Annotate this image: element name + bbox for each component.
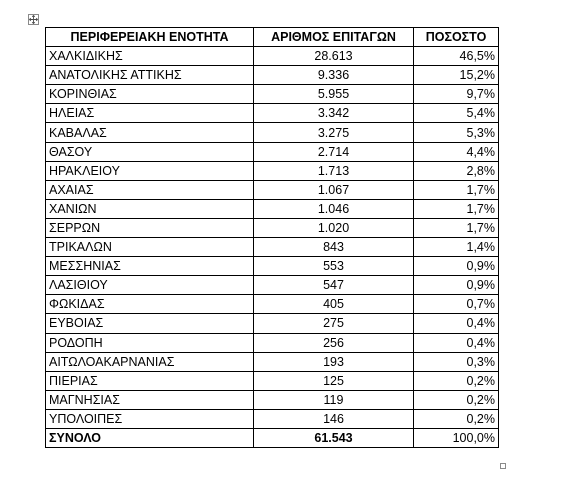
table-resize-handle-icon[interactable] xyxy=(500,463,506,469)
table-total-row xyxy=(46,428,499,447)
cell-percent[interactable]: 0,3% xyxy=(414,352,499,371)
cell-count[interactable]: 275 xyxy=(254,314,414,333)
cell-region[interactable]: ΣΕΡΡΩΝ xyxy=(46,218,254,237)
cell-count[interactable]: 119 xyxy=(254,390,414,409)
cell-count[interactable]: 1.713 xyxy=(254,161,414,180)
cell-region[interactable]: ΗΡΑΚΛΕΙΟΥ xyxy=(46,161,254,180)
regions-table xyxy=(45,27,499,448)
cell-region[interactable]: ΜΑΓΝΗΣΙΑΣ xyxy=(46,390,254,409)
cell-percent[interactable]: 0,9% xyxy=(414,276,499,295)
cell-count[interactable]: 9.336 xyxy=(254,66,414,85)
cell-percent[interactable]: 5,3% xyxy=(414,123,499,142)
cell-region[interactable]: ΥΠΟΛΟΙΠΕΣ xyxy=(46,409,254,428)
table-row xyxy=(46,295,499,314)
cell-count[interactable]: 146 xyxy=(254,409,414,428)
total-count[interactable]: 61.543 xyxy=(254,428,414,447)
table-row xyxy=(46,85,499,104)
cell-region[interactable]: ΑΙΤΩΛΟΑΚΑΡΝΑΝΙΑΣ xyxy=(46,352,254,371)
cell-region[interactable]: ΧΑΝΙΩΝ xyxy=(46,199,254,218)
table-row xyxy=(46,257,499,276)
cell-count[interactable]: 843 xyxy=(254,238,414,257)
table-row xyxy=(46,180,499,199)
cell-count[interactable]: 125 xyxy=(254,371,414,390)
cell-region[interactable]: ΦΩΚΙΔΑΣ xyxy=(46,295,254,314)
cell-count[interactable]: 2.714 xyxy=(254,142,414,161)
table-row xyxy=(46,47,499,66)
table-row xyxy=(46,161,499,180)
cell-percent[interactable]: 0,9% xyxy=(414,257,499,276)
cell-percent[interactable]: 1,7% xyxy=(414,218,499,237)
cell-percent[interactable]: 46,5% xyxy=(414,47,499,66)
cell-region[interactable]: ΕΥΒΟΙΑΣ xyxy=(46,314,254,333)
cell-count[interactable]: 193 xyxy=(254,352,414,371)
header-percent[interactable]: ΠΟΣΟΣΤΟ xyxy=(414,28,499,47)
cell-count[interactable]: 3.275 xyxy=(254,123,414,142)
table-row xyxy=(46,218,499,237)
cell-region[interactable]: ΗΛΕΙΑΣ xyxy=(46,104,254,123)
cell-region[interactable]: ΤΡΙΚΑΛΩΝ xyxy=(46,238,254,257)
cell-region[interactable]: ΑΧΑΙΑΣ xyxy=(46,180,254,199)
cell-percent[interactable]: 0,2% xyxy=(414,390,499,409)
move-arrows-icon xyxy=(29,15,38,24)
cell-count[interactable]: 405 xyxy=(254,295,414,314)
cell-region[interactable]: ΚΟΡΙΝΘΙΑΣ xyxy=(46,85,254,104)
cell-region[interactable]: ΜΕΣΣΗΝΙΑΣ xyxy=(46,257,254,276)
table-row xyxy=(46,276,499,295)
cell-percent[interactable]: 2,8% xyxy=(414,161,499,180)
total-region[interactable]: ΣΥΝΟΛΟ xyxy=(46,428,254,447)
cell-region[interactable]: ΘΑΣΟΥ xyxy=(46,142,254,161)
cell-percent[interactable]: 9,7% xyxy=(414,85,499,104)
cell-percent[interactable]: 1,4% xyxy=(414,238,499,257)
cell-percent[interactable]: 0,4% xyxy=(414,333,499,352)
table-row xyxy=(46,333,499,352)
cell-percent[interactable]: 1,7% xyxy=(414,180,499,199)
cell-count[interactable]: 1.046 xyxy=(254,199,414,218)
cell-count[interactable]: 5.955 xyxy=(254,85,414,104)
cell-count[interactable]: 28.613 xyxy=(254,47,414,66)
cell-count[interactable]: 1.067 xyxy=(254,180,414,199)
cell-percent[interactable]: 5,4% xyxy=(414,104,499,123)
cell-count[interactable]: 3.342 xyxy=(254,104,414,123)
table-row xyxy=(46,66,499,85)
table-row xyxy=(46,123,499,142)
total-percent[interactable]: 100,0% xyxy=(414,428,499,447)
table-row xyxy=(46,352,499,371)
cell-percent[interactable]: 1,7% xyxy=(414,199,499,218)
table-row xyxy=(46,390,499,409)
table-row xyxy=(46,199,499,218)
cell-count[interactable]: 256 xyxy=(254,333,414,352)
cell-percent[interactable]: 0,4% xyxy=(414,314,499,333)
table-row xyxy=(46,104,499,123)
table-move-handle-icon[interactable] xyxy=(28,14,39,25)
cell-region[interactable]: ΧΑΛΚΙΔΙΚΗΣ xyxy=(46,47,254,66)
cell-region[interactable]: ΚΑΒΑΛΑΣ xyxy=(46,123,254,142)
table-row xyxy=(46,371,499,390)
cell-region[interactable]: ΠΙΕΡΙΑΣ xyxy=(46,371,254,390)
cell-region[interactable]: ΡΟΔΟΠΗ xyxy=(46,333,254,352)
cell-percent[interactable]: 0,2% xyxy=(414,371,499,390)
table-header-row xyxy=(46,28,499,47)
table-body xyxy=(46,28,499,448)
table-row xyxy=(46,314,499,333)
header-count[interactable]: ΑΡΙΘΜΟΣ ΕΠΙΤΑΓΩΝ xyxy=(254,28,414,47)
cell-region[interactable]: ΛΑΣΙΘΙΟΥ xyxy=(46,276,254,295)
cell-region[interactable]: ΑΝΑΤΟΛΙΚΗΣ ΑΤΤΙΚΗΣ xyxy=(46,66,254,85)
cell-percent[interactable]: 15,2% xyxy=(414,66,499,85)
cell-count[interactable]: 553 xyxy=(254,257,414,276)
cell-percent[interactable]: 0,2% xyxy=(414,409,499,428)
table-row xyxy=(46,238,499,257)
cell-percent[interactable]: 4,4% xyxy=(414,142,499,161)
cell-count[interactable]: 1.020 xyxy=(254,218,414,237)
cell-count[interactable]: 547 xyxy=(254,276,414,295)
table-row xyxy=(46,409,499,428)
table-row xyxy=(46,142,499,161)
cell-percent[interactable]: 0,7% xyxy=(414,295,499,314)
header-region[interactable]: ΠΕΡΙΦΕΡΕΙΑΚΗ ΕΝΟΤΗΤΑ xyxy=(46,28,254,47)
